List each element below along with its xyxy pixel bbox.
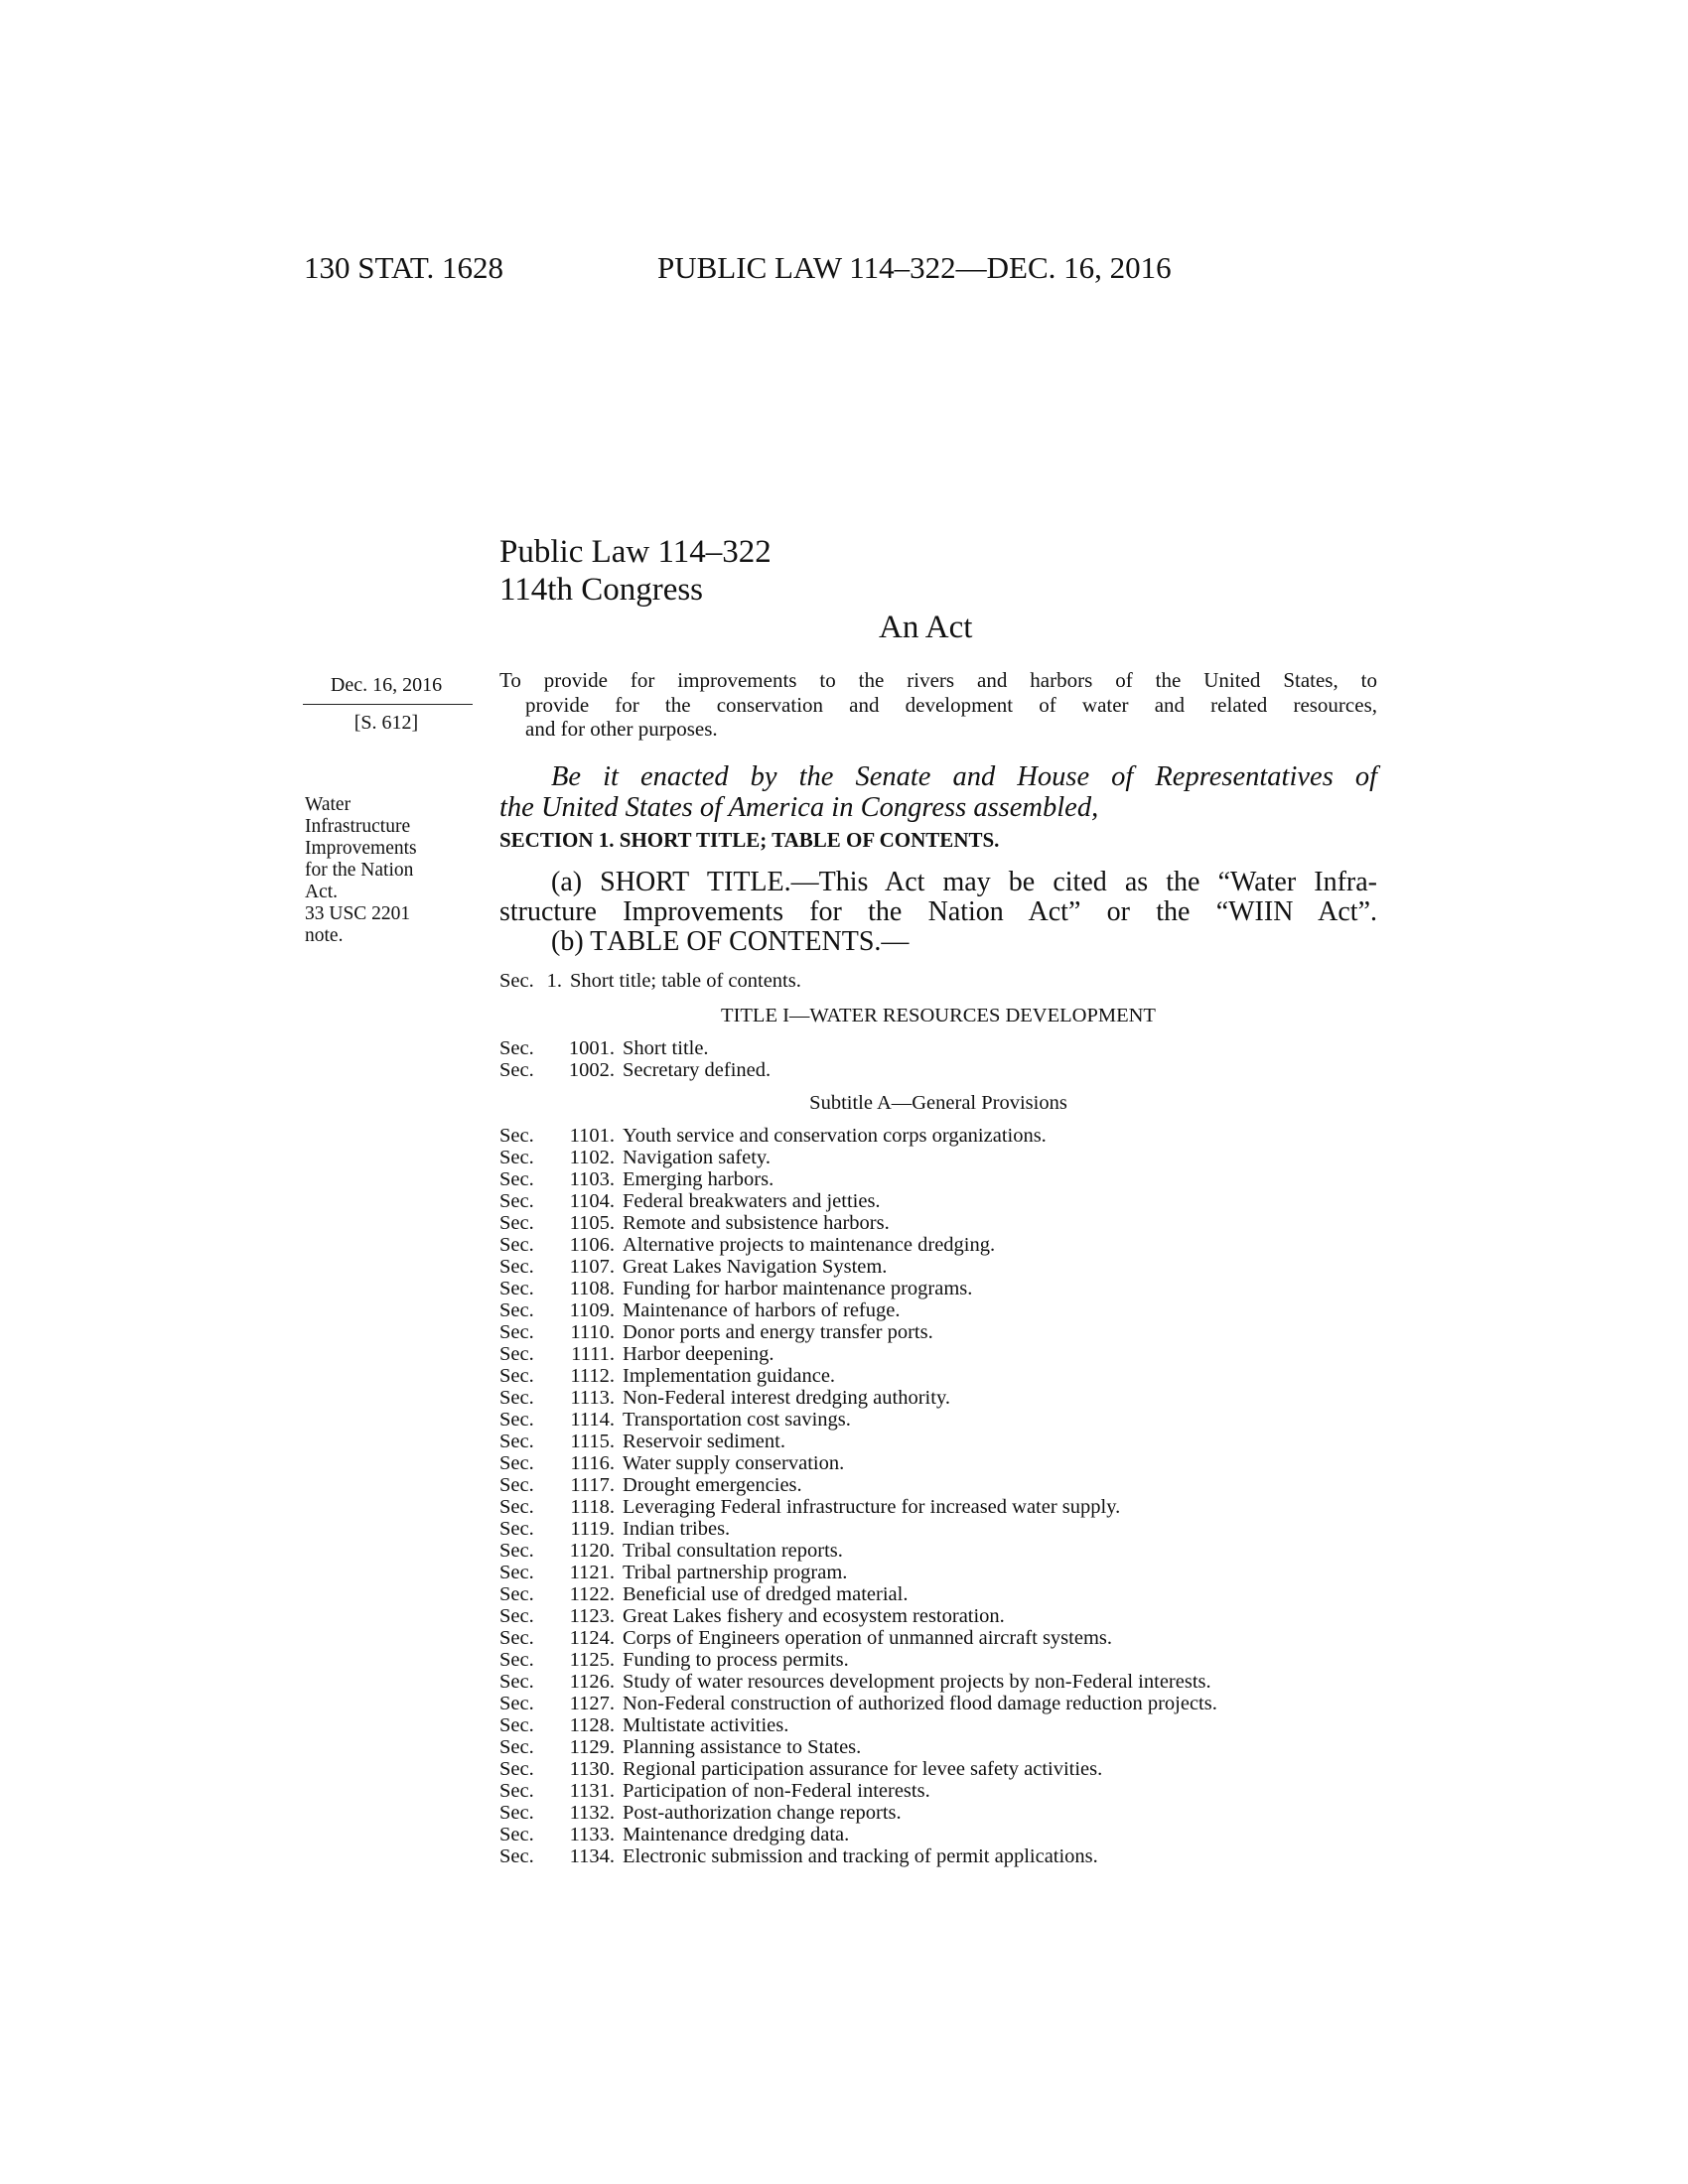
toc-sec-title: Youth service and conservation corps organizations.	[623, 1125, 1047, 1147]
toc-sec-prefix: Sec.	[499, 1496, 534, 1518]
toc-sec-number: 1103.	[569, 1168, 615, 1190]
toc-sec-number: 1116.	[570, 1452, 615, 1474]
toc-sec-number: 1107.	[569, 1256, 615, 1278]
subsection-label: (b) T	[551, 926, 608, 957]
toc-sec-prefix: Sec.	[499, 1299, 534, 1321]
toc-entry	[499, 970, 801, 992]
toc-sec-number: 1121.	[569, 1562, 615, 1583]
toc-sec-number: 1117.	[570, 1474, 615, 1496]
toc-subtitle-a-list	[499, 1125, 1217, 1867]
toc-sec-number: 1001.	[568, 1037, 615, 1059]
toc-sec-prefix: Sec.	[499, 1212, 534, 1234]
toc-sec-title: Tribal consultation reports.	[623, 1540, 843, 1562]
toc-sec-prefix: Sec.	[499, 1671, 534, 1693]
toc-sec-prefix: Sec.	[499, 1147, 534, 1168]
toc-sec-prefix: Sec.	[499, 1125, 534, 1147]
purpose-line: To provide for improvements to the rivers and harbors of the United States, to	[499, 668, 1377, 692]
toc-sec-number: 1133.	[569, 1824, 615, 1845]
toc-sec-prefix: Sec.	[499, 1824, 534, 1845]
toc-sec-prefix: Sec.	[499, 1387, 534, 1409]
toc-entry	[499, 1343, 1217, 1365]
toc-sec-prefix: Sec.	[499, 1168, 534, 1190]
toc-sec-prefix: Sec.	[499, 1562, 534, 1583]
toc-sec-number: 1119.	[570, 1518, 615, 1540]
toc-sec-title: Study of water resources development projects by non-Federal interests.	[623, 1671, 1211, 1693]
enacting-clause-line: the United States of America in Congress assembled,	[499, 792, 1099, 823]
toc-sec-prefix: Sec.	[499, 1714, 534, 1736]
margin-bill-number: [S. 612]	[353, 712, 419, 734]
toc-sec-number: 1122.	[569, 1583, 615, 1605]
toc-sec-prefix: Sec.	[499, 1474, 534, 1496]
toc-sec-number: 1123.	[569, 1605, 615, 1627]
toc-entry	[499, 1387, 1217, 1409]
toc-sec-prefix: Sec.	[499, 1540, 534, 1562]
toc-entry	[499, 1212, 1217, 1234]
toc-sec-prefix: Sec.	[499, 1627, 534, 1649]
toc-sec-prefix: Sec.	[499, 1343, 534, 1365]
toc-sec-title: Great Lakes Navigation System.	[623, 1256, 888, 1278]
toc-sec-title: Maintenance dredging data.	[623, 1824, 850, 1845]
toc-sec-title: Indian tribes.	[623, 1518, 731, 1540]
toc-entry	[499, 1299, 1217, 1321]
toc-sec-number: 1112.	[570, 1365, 615, 1387]
toc-sec-prefix: Sec.	[499, 1693, 534, 1714]
toc-sec-prefix: Sec.	[499, 1431, 534, 1452]
toc-sec-number: 1104.	[569, 1190, 615, 1212]
purpose-line: provide for the conservation and development of water and related resources,	[525, 692, 1377, 717]
toc-sec-title: Federal breakwaters and jetties.	[623, 1190, 881, 1212]
toc-entry	[499, 1605, 1217, 1627]
toc-sec-number: 1102.	[569, 1147, 615, 1168]
law-number: Public Law 114–322	[499, 534, 772, 570]
toc-sec-title: Navigation safety.	[623, 1147, 771, 1168]
toc-sec-number: 1120.	[569, 1540, 615, 1562]
toc-sec-number: 1106.	[569, 1234, 615, 1256]
toc-entry	[499, 1824, 1217, 1845]
toc-sec-number: 1002.	[568, 1059, 615, 1081]
margin-note-line: note.	[305, 925, 344, 946]
toc-entry	[499, 1321, 1217, 1343]
toc-sec-title: Multistate activities.	[623, 1714, 789, 1736]
toc-sec-title: Water supply conservation.	[623, 1452, 845, 1474]
toc-title1-list	[499, 1037, 771, 1081]
toc-entry	[499, 1780, 1217, 1802]
enacting-clause-line: Be it enacted by the Senate and House of Representatives of	[551, 761, 1377, 792]
margin-note-line: Infrastructure	[305, 816, 411, 837]
toc-entry	[499, 1693, 1217, 1714]
margin-note-line: for the Nation	[305, 860, 414, 881]
toc-sec-title: Funding to process permits.	[623, 1649, 849, 1671]
toc-entry	[499, 1256, 1217, 1278]
toc-sec-title: Drought emergencies.	[623, 1474, 802, 1496]
toc-sec-number: 1111.	[571, 1343, 615, 1365]
toc-sec-number: 1.	[546, 970, 562, 992]
toc-sec-title: Short title; table of contents.	[570, 970, 801, 992]
toc-entry	[499, 1583, 1217, 1605]
margin-note-line: 33 USC 2201	[305, 903, 411, 924]
toc-sec-title: Great Lakes fishery and ecosystem restoration.	[623, 1605, 1005, 1627]
subsection-label: T	[689, 867, 724, 897]
act-label: An Act	[879, 610, 973, 645]
toc-sec-prefix: Sec.	[499, 1758, 534, 1780]
toc-sec-title: Donor ports and energy transfer ports.	[623, 1321, 933, 1343]
margin-note-line: Water	[305, 794, 352, 815]
toc-sec-number: 1131.	[569, 1780, 615, 1802]
toc-sec-prefix: Sec.	[499, 1409, 534, 1431]
running-header: PUBLIC LAW 114–322—DEC. 16, 2016	[657, 250, 1172, 285]
toc-sec-number: 1108.	[569, 1278, 615, 1299]
toc-entry	[499, 1452, 1217, 1474]
toc-sec-number: 1132.	[569, 1802, 615, 1824]
toc-sec-title: Short title.	[623, 1037, 709, 1059]
toc-sec-prefix: Sec.	[499, 1234, 534, 1256]
toc-sec-title: Corps of Engineers operation of unmanned aircraft systems.	[623, 1627, 1113, 1649]
toc-sec-number: 1114.	[570, 1409, 615, 1431]
subsection-label-sc: ONTENTS	[747, 926, 875, 957]
toc-entry	[499, 1496, 1217, 1518]
toc-sec-title: Participation of non-Federal interests.	[623, 1780, 930, 1802]
toc-entry	[499, 1802, 1217, 1824]
toc-sec-title: Harbor deepening.	[623, 1343, 774, 1365]
margin-note-line: Improvements	[305, 838, 417, 859]
toc-sec-number: 1101.	[569, 1125, 615, 1147]
short-title-paragraph	[499, 868, 1377, 927]
subsection-label: (a) S	[551, 867, 616, 897]
toc-sec-number: 1134.	[569, 1845, 615, 1867]
subsection-label: C	[722, 926, 748, 957]
toc-sec-prefix: Sec.	[499, 1278, 534, 1299]
toc-sec-title: Tribal partnership program.	[623, 1562, 848, 1583]
toc-sec-prefix: Sec.	[499, 1452, 534, 1474]
toc-sec-number: 1109.	[569, 1299, 615, 1321]
toc-sec-title: Funding for harbor maintenance programs.	[623, 1278, 973, 1299]
page-stat-number: 130 STAT. 1628	[304, 250, 504, 285]
toc-sec-title: Planning assistance to States.	[623, 1736, 862, 1758]
toc-sec-title: Non-Federal interest dredging authority.	[623, 1387, 950, 1409]
toc-sec-prefix: Sec.	[499, 1256, 534, 1278]
toc-entry	[499, 1518, 1217, 1540]
toc-entry	[499, 1125, 1217, 1147]
toc-sec-title: Maintenance of harbors of refuge.	[623, 1299, 901, 1321]
toc-title-heading: TITLE I—WATER RESOURCES DEVELOPMENT	[721, 1005, 1156, 1026]
toc-sec-prefix: Sec.	[499, 1802, 534, 1824]
toc-sec-prefix: Sec.	[499, 1583, 534, 1605]
margin-note-line: Act.	[305, 882, 339, 902]
toc-entry	[499, 1190, 1217, 1212]
congress-label: 114th Congress	[499, 572, 704, 608]
toc-sec-number: 1130.	[569, 1758, 615, 1780]
toc-entry	[499, 1431, 1217, 1452]
toc-sec-prefix: Sec.	[499, 1321, 534, 1343]
toc-entry	[499, 1671, 1217, 1693]
subsection-label-sc: HORT	[615, 867, 690, 897]
toc-subsection-label	[551, 927, 909, 957]
toc-sec-number: 1129.	[569, 1736, 615, 1758]
toc-sec-prefix: Sec.	[499, 1736, 534, 1758]
toc-sec-title: Regional participation assurance for levee safety activities.	[623, 1758, 1103, 1780]
toc-entry	[499, 1540, 1217, 1562]
toc-sec-prefix: Sec.	[499, 1059, 534, 1081]
margin-date: Dec. 16, 2016	[330, 674, 443, 696]
enacting-clause	[499, 761, 1377, 823]
toc-sec-prefix: Sec.	[499, 970, 534, 992]
toc-entry	[499, 1562, 1217, 1583]
toc-sec-title: Implementation guidance.	[623, 1365, 836, 1387]
subsection-label: .—	[874, 926, 910, 957]
toc-sec-number: 1105.	[569, 1212, 615, 1234]
toc-entry	[499, 1278, 1217, 1299]
toc-entry	[499, 1758, 1217, 1780]
toc-subtitle-heading: Subtitle A—General Provisions	[809, 1092, 1067, 1114]
purpose-line: and for other purposes.	[525, 717, 718, 741]
toc-sec-title: Post-authorization change reports.	[623, 1802, 902, 1824]
toc-sec-number: 1110.	[570, 1321, 615, 1343]
toc-sec-prefix: Sec.	[499, 1190, 534, 1212]
toc-sec-prefix: Sec.	[499, 1605, 534, 1627]
short-title-line: structure Improvements for the Nation Act” or the “WIIN Act”.	[499, 896, 1377, 927]
toc-sec-title: Alternative projects to maintenance dredging.	[623, 1234, 996, 1256]
toc-sec-number: 1125.	[569, 1649, 615, 1671]
toc-sec-prefix: Sec.	[499, 1518, 534, 1540]
toc-entry	[499, 1168, 1217, 1190]
act-purpose	[499, 668, 1377, 742]
toc-entry	[499, 1649, 1217, 1671]
toc-sec-prefix: Sec.	[499, 1649, 534, 1671]
toc-sec-title: Electronic submission and tracking of permit applications.	[623, 1845, 1098, 1867]
toc-entry	[499, 1409, 1217, 1431]
toc-sec-title: Emerging harbors.	[623, 1168, 774, 1190]
toc-entry	[499, 1845, 1217, 1867]
short-title-line	[499, 868, 1377, 897]
toc-sec-prefix: Sec.	[499, 1365, 534, 1387]
toc-sec-title: Remote and subsistence harbors.	[623, 1212, 890, 1234]
subsection-label-sc: ITLE	[724, 867, 784, 897]
toc-sec-number: 1118.	[570, 1496, 615, 1518]
margin-note	[305, 794, 454, 947]
toc-sec-number: 1127.	[569, 1693, 615, 1714]
toc-entry	[499, 1037, 771, 1059]
toc-sec-number: 1124.	[569, 1627, 615, 1649]
toc-sec-title: Secretary defined.	[623, 1059, 772, 1081]
toc-entry	[499, 1714, 1217, 1736]
toc-entry	[499, 1234, 1217, 1256]
short-title-text: .—This Act may be cited as the “Water Infra-	[783, 867, 1377, 897]
toc-sec-number: 1115.	[570, 1431, 615, 1452]
toc-sec-prefix: Sec.	[499, 1845, 534, 1867]
toc-sec-title: Beneficial use of dredged material.	[623, 1583, 909, 1605]
toc-entry	[499, 1474, 1217, 1496]
toc-sec-number: 1126.	[569, 1671, 615, 1693]
toc-sec-title: Non-Federal construction of authorized flood damage reduction projects.	[623, 1693, 1217, 1714]
toc-sec-title: Transportation cost savings.	[623, 1409, 851, 1431]
section-heading: SECTION 1. SHORT TITLE; TABLE OF CONTENTS.	[499, 828, 1000, 852]
margin-divider	[303, 704, 473, 705]
toc-entry	[499, 1147, 1217, 1168]
toc-entry	[499, 1736, 1217, 1758]
toc-entry	[499, 1059, 771, 1081]
toc-sec-number: 1113.	[570, 1387, 615, 1409]
toc-entry	[499, 1627, 1217, 1649]
toc-sec-number: 1128.	[569, 1714, 615, 1736]
toc-entry	[499, 1365, 1217, 1387]
toc-sec-prefix: Sec.	[499, 1780, 534, 1802]
subsection-label-sc: ABLE OF	[607, 926, 723, 957]
toc-sec-title: Reservoir sediment.	[623, 1431, 785, 1452]
toc-sec-title: Leveraging Federal infrastructure for increased water supply.	[623, 1496, 1121, 1518]
toc-sec-prefix: Sec.	[499, 1037, 534, 1059]
